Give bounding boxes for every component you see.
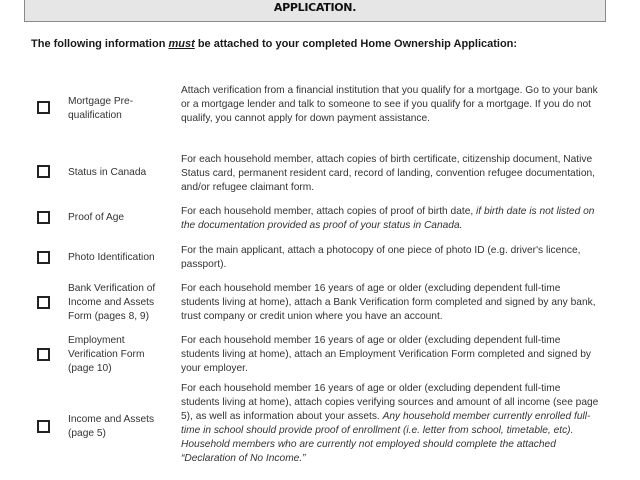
item-label: Mortgage Pre-qualification [68, 96, 134, 121]
item-label: Proof of Age [68, 212, 125, 223]
checkbox[interactable] [37, 211, 50, 224]
item-label: Income and Assets (page 5) [68, 414, 155, 439]
item-description: For each household member 16 years of age or older (excluding dependent full-time students living at home), attach copies verifying sources and amount of all income (see page 5), as well as information about your assets. Any household member currently enrolled full-time in school should provide proof of enrollment (i.e. letter from school, timetable, etc). Household members who are currently not employed should complete the attached “Declaration of No Income.” [181, 383, 599, 464]
item-description: For each household member 16 years of age or older (excluding dependent full-time students living at home), attach an Employment Verification Form completed and signed by your employer. [181, 335, 591, 374]
intro-before: The following information [31, 38, 169, 50]
intro-after: be attached to your completed Home Ownership Application: [194, 38, 518, 50]
intro-emphasis: must [168, 38, 195, 50]
checkbox[interactable] [37, 251, 50, 264]
checkbox[interactable] [37, 296, 50, 309]
intro-text [31, 38, 517, 50]
header-box [24, 0, 606, 22]
item-description: For each household member, attach copies of birth certificate, citizenship document, Native Status card, permanent resident card, record of landing, convention refugee documentation, and/or refugee claimant form. [181, 154, 595, 193]
item-label: Employment Verification Form (page 10) [68, 335, 145, 374]
item-description: For each household member, attach copies of proof of birth date, if birth date is not listed on the documentation provided as proof of your status in Canada. [181, 206, 595, 231]
checkbox[interactable] [37, 420, 50, 433]
item-description: Attach verification from a financial institution that you qualify for a mortgage. Go to your bank or a mortgage lender and talk to someone to see if you qualify for a mortgage. If you do not qualify, you cannot apply for down payment assistance. [181, 85, 598, 124]
item-label: Bank Verification of Income and Assets Form (pages 8, 9) [68, 283, 156, 322]
checkbox[interactable] [37, 101, 50, 114]
item-description: For the main applicant, attach a photocopy of one piece of photo ID (e.g. driver's licence, passport). [181, 245, 581, 270]
item-description: For each household member 16 years of age or older (excluding dependent full-time students living at home), attach a Bank Verification form completed and signed by any bank, trust company or credit union where you have an account. [181, 283, 596, 322]
item-label: Status in Canada [68, 167, 147, 178]
checkbox[interactable] [37, 348, 50, 361]
item-label: Photo Identification [68, 252, 155, 263]
checkbox[interactable] [37, 165, 50, 178]
header-title: APPLICATION. [273, 1, 357, 14]
